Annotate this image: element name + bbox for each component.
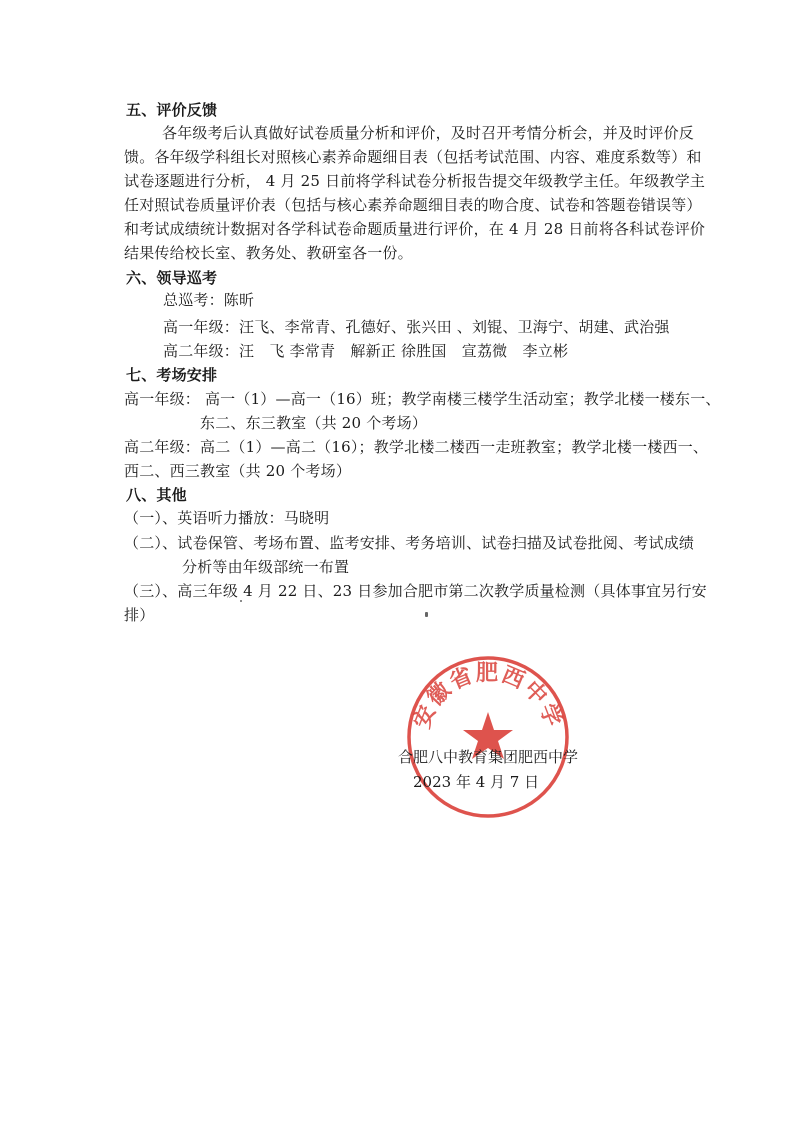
section5-line-6: 结果传给校长室、教务处、教研室各一份。 bbox=[124, 244, 413, 262]
grade1-venue-line-2: 东二、东三教室（共 20 个考场） bbox=[200, 414, 428, 432]
signature-organization: 合肥八中教育集团肥西中学 bbox=[398, 748, 579, 766]
grade1-venue-line-1: 高一年级： 高一（1）—高一（16）班；教学南楼三楼学生活动室；教学北楼一楼东一、 bbox=[124, 390, 721, 408]
section5-line-4: 任对照试卷质量评价表（包括与核心素养命题细目表的吻合度、试卷和答题卷错误等） bbox=[124, 196, 702, 214]
grade1-inspectors: 高一年级：汪飞、李常青、孔德好、张兴田 、刘锟、卫海宁、胡建、武治强 bbox=[163, 318, 670, 336]
section6-title: 六、领导巡考 bbox=[126, 269, 218, 287]
grade2-venue-line-1: 高二年级：高二（1）—高二（16）；教学北楼二楼西一走班教室；教学北楼一楼西一、 bbox=[124, 438, 709, 456]
other-item-2-line-1: （二）、试卷保管、考场布置、监考安排、考务培训、试卷扫描及试卷批阅、考试成绩 bbox=[124, 534, 695, 552]
section7-title: 七、考场安排 bbox=[126, 366, 218, 384]
other-item-3-line-2: 排） bbox=[124, 606, 155, 624]
other-item-3-line-1: （三）、高三年级 4 月 22 日、23 日参加合肥市第二次教学质量检测（具体事宜另行安 bbox=[124, 582, 707, 600]
section8-title: 八、其他 bbox=[126, 486, 187, 504]
scan-speck bbox=[425, 612, 428, 617]
section5-line-3: 试卷逐题进行分析， 4 月 25 日前将学科试卷分析报告提交年级教学主任。年级教学主 bbox=[124, 172, 706, 190]
section5-line-5: 和考试成绩统计数据对各学科试卷命题质量进行评价，在 4 月 28 日前将各科试卷评价 bbox=[124, 220, 706, 238]
grade2-venue-line-2: 西二、西三教室（共 20 个考场） bbox=[124, 462, 352, 480]
section5-line-1: 各年级考后认真做好试卷质量分析和评价，及时召开考情分析会，并及时评价反 bbox=[162, 124, 695, 142]
chief-inspector: 总巡考：陈昕 bbox=[163, 291, 255, 309]
signature-date: 2023 年 4 月 7 日 bbox=[413, 773, 540, 791]
other-item-2-line-2: 分析等由年级部统一布置 bbox=[182, 558, 350, 576]
other-item-1: （一）、英语听力播放：马晓明 bbox=[124, 509, 330, 527]
section5-title: 五、评价反馈 bbox=[126, 101, 218, 119]
section5-line-2: 馈。各年级学科组长对照核心素养命题细目表（包括考试范围、内容、难度系数等）和 bbox=[124, 148, 702, 166]
svg-text:安徽省肥西中学: 安徽省肥西中学 bbox=[409, 660, 567, 732]
scan-speck bbox=[240, 600, 242, 602]
grade2-inspectors: 高二年级：汪 飞 李常青 解新正 徐胜国 宣荔微 李立彬 bbox=[163, 342, 569, 360]
official-seal bbox=[405, 654, 571, 820]
